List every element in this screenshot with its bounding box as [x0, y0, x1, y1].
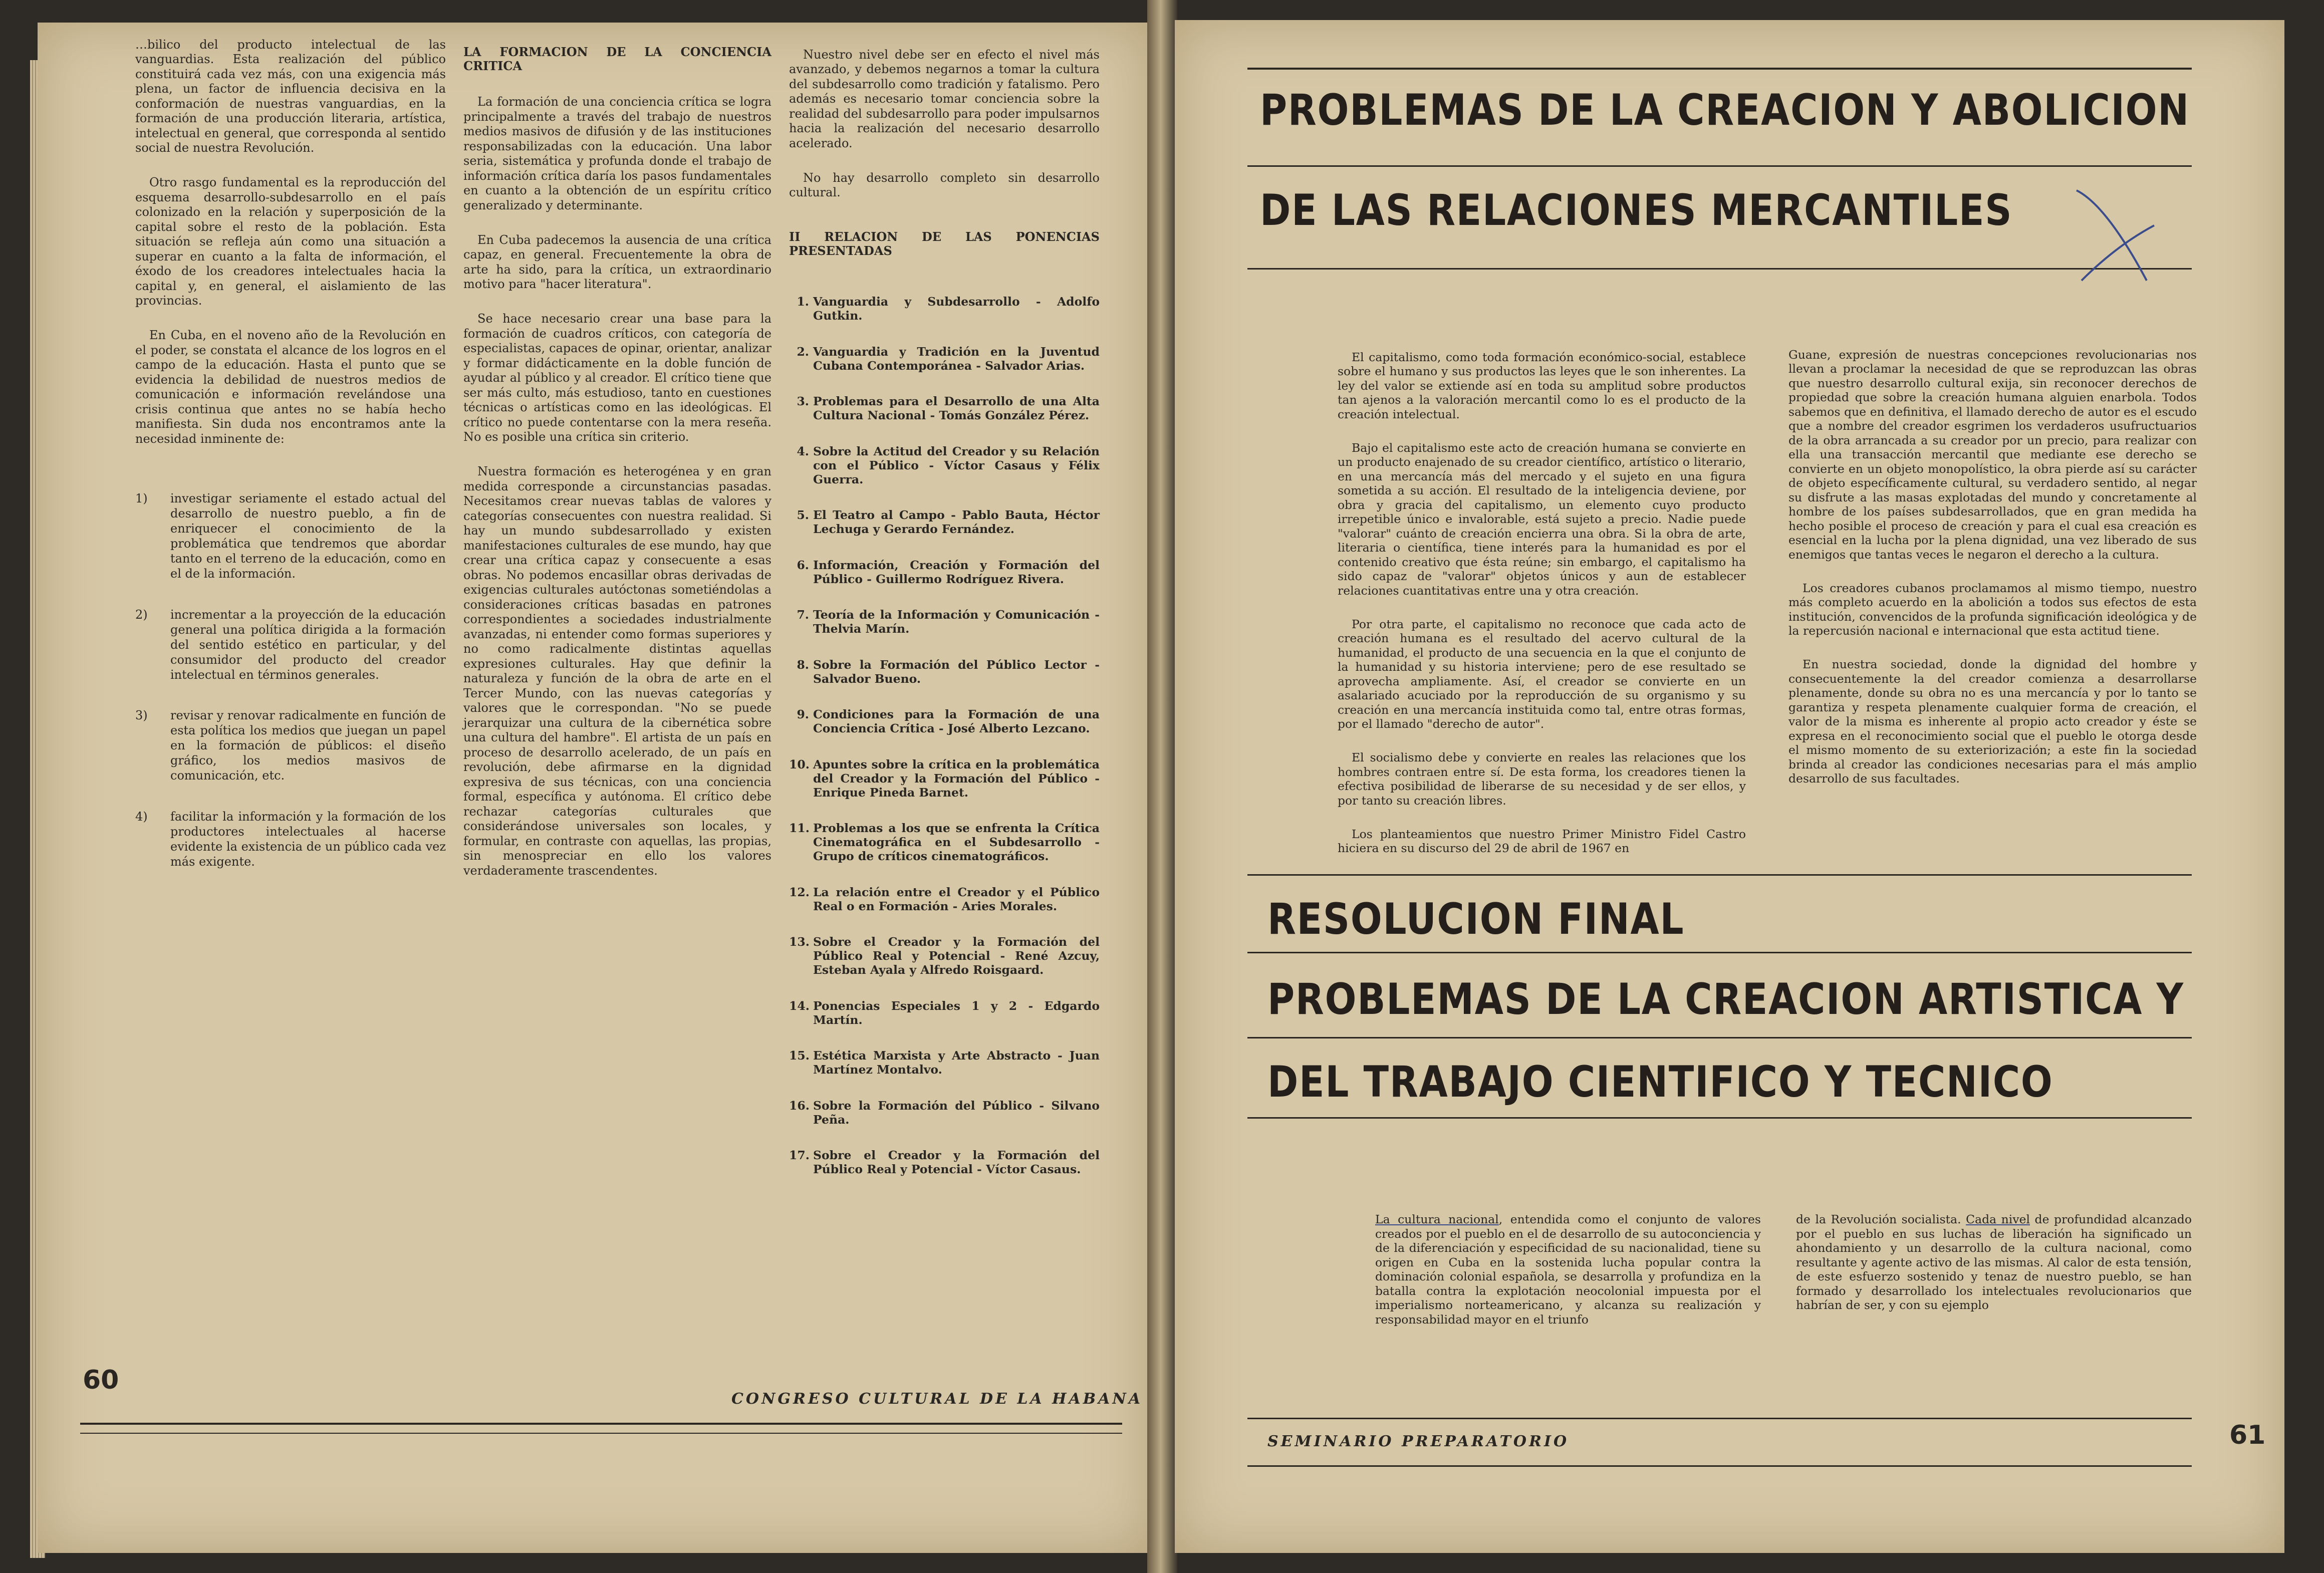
- paragraph: Bajo el capitalismo este acto de creación humana se convierte en un producto enajenado de su creador científico, artístico o literario, en una mercancía más del mercado y el sujeto en una figura sometida a su acción. El resultado de la inteligencia deviene, por obra y gracia del capitalismo, un elemento cuyo producto irrepetible único e invalorable, está sujeto a precio. Nadie puede "valorar" cuánto de creación encierra una obra. Si la obra de arte, literaria o científica, tiene interés para la humanidad es por el contenido creativo que ésta reúne; sin embargo, el capitalismo ha sido capaz de "valorar" objetos únicos y aun de establecer relaciones cuantitativas entre una y otra creación.: [1338, 440, 1746, 598]
- list-item: 15. Estética Marxista y Arte Abstracto - Juan Martínez Montalvo.: [789, 1048, 1100, 1077]
- title-2-line-3: DEL TRABAJO CIENTIFICO Y TECNICO: [1267, 1057, 2053, 1107]
- list-item: 3) revisar y renovar radicalmente en función de esta política los medios que juegan un papel en la formación de públicos: el diseño gráfico, los medios masivos de comunicación, etc.: [135, 708, 446, 782]
- footer-title-right: SEMINARIO PREPARATORIO: [1267, 1433, 1570, 1450]
- list-item: 17. Sobre el Creador y la Formación del Público Real y Potencial - Víctor Casaus.: [789, 1148, 1100, 1176]
- title-rule: [1247, 165, 2192, 167]
- handwritten-x-mark: [2061, 160, 2157, 291]
- title-rule: [1247, 68, 2192, 70]
- paragraph: En Cuba padecemos la ausencia de una crítica capaz, en general. Frecuentemente la obra de arte ha sido, para la crítica, un extraordinario motivo para "hacer literatura".: [463, 232, 771, 291]
- paragraph: Los creadores cubanos proclamamos al mismo tiempo, nuestro más completo acuerdo en la abolición a todos sus efectos de esta institución, convencidos de la profunda significación ideológica y de la repercusión nacional e internacional que esta actitud tiene.: [1788, 581, 2197, 638]
- list-item: 4) facilitar la información y la formación de los productores intelectuales al hacerse evidente la existencia de un público cada vez más exigente.: [135, 809, 446, 869]
- section-heading: LA FORMACION DE LA CONCIENCIA CRITICA: [463, 44, 771, 73]
- left-page: [38, 23, 1150, 1553]
- list-item: 2. Vanguardia y Tradición en la Juventud Cubana Contemporánea - Salvador Arias.: [797, 344, 1100, 373]
- paragraph: En Cuba, en el noveno año de la Revolución en el poder, se constata el alcance de los logros en el campo de la educación. Hasta el punto que se evidencia la debilidad de nuestros medios de comunicación e información revelándose una crisis continua que antes no se había hecho manifiesta. Sin duda nos encontramos ante la necesidad inminente de:: [135, 328, 446, 446]
- list-item: 1) investigar seriamente el estado actual del desarrollo de nuestro pueblo, a fin de enriquecer el conocimiento de la problemática que tendremos que abordar tanto en el terreno de la educación, como en el de la información.: [135, 491, 446, 581]
- paragraph: Nuestra formación es heterogénea y en gran medida corresponde a circunstancias pasadas. Necesitamos crear nuevas tablas de valores y categorías consecuentes con nuestra realidad. Si hay un mundo subdesarrollado y existen manifestaciones culturales de ese mundo, hay que crear una crítica capaz y consecuente a esas obras. No podemos encasillar obras derivadas de exigencias culturales autóctonas sometiéndolas a consideraciones críticas basadas en patrones correspondientes a sociedades industrialmente avanzadas, ni entender como formas superiores y no como radicalmente distintas aquellas expresiones culturales. Hay que definir la naturaleza y función de la obra de arte en el Tercer Mundo, con las nuevas categorías y valores que le correspondan. "No se puede jerarquizar una cultura de la cibernética sobre una cultura del hambre". El artista de un país en proceso de desarrollo acelerado, de un país en revolución, debe afirmarse en la dignidad expresiva de sus técnicas, con una conciencia formal, específica y autónoma. El crítico debe rechazar categorías culturales que considerándose universales son locales, y formular, en contraste con aquellas, las propias, sin menospreciar en ello los valores verdaderamente trascendentes.: [463, 464, 771, 878]
- left-column-1: [135, 23, 446, 910]
- ponencias-list: [789, 280, 1100, 1198]
- paragraph: La formación de una conciencia crítica se logra principalmente a través del trabajo de nuestros medios masivos de difusión y de las instituciones responsabilizadas con la educación. Una labor seria, sistemática y profunda donde el trabajo de información crítica daría los pasos fundamentales en cuanto a la obtención de un espíritu crítico generalizado y determinante.: [463, 95, 771, 212]
- title-rule: [1247, 874, 2192, 876]
- list-item: 14. Ponencias Especiales 1 y 2 - Edgardo Martín.: [789, 998, 1100, 1027]
- section-2-column-1: La cultura nacional, entendida como el conjunto de valores creados por el pueblo en el de desarrollo de su autoconciencia y de la diferenciación y especificidad de su nacionalidad, tiene su origen en Cuba en la sostenida lucha popular contra la dominación colonial española, se desarrolla y profundiza en la batalla contra la explotación neocolonial impuesta por el imperialismo norteamericano, y alcanza su realización y responsabilidad mayor en el triunfo: [1375, 1212, 1761, 1327]
- paragraph: Se hace necesario crear una base para la formación de cuadros críticos, con categoría de especialistas, capaces de opinar, orientar, analizar y formar didácticamente en la doble función de ayudar al público y al creador. El crítico tiene que ser más culto, más estudioso, tanto en cuestiones técnicas o artísticas como en las ideológicas. El crítico no puede contentarse con la mera reseña. No es posible una crítica sin criterio.: [463, 312, 771, 444]
- title-rule: [1247, 1037, 2192, 1038]
- list-item: 1. Vanguardia y Subdesarrollo - Adolfo Gutkin.: [797, 295, 1100, 323]
- title-rule: [1247, 1117, 2192, 1119]
- underlined-phrase: La cultura nacional: [1375, 1212, 1499, 1226]
- section-heading: II RELACION DE LAS PONENCIAS PRESENTADAS: [789, 229, 1100, 258]
- list-item: 9. Condiciones para la Formación de una Conciencia Crítica - José Alberto Lezcano.: [797, 707, 1100, 735]
- list-item: 3. Problemas para el Desarrollo de una Alta Cultura Nacional - Tomás González Pérez.: [797, 394, 1100, 422]
- page-number-right: 61: [2229, 1420, 2266, 1450]
- list-item: 12. La relación entre el Creador y el Público Real o en Formación - Aries Morales.: [789, 885, 1100, 913]
- section-2-column-2: de la Revolución socialista. Cada nivel de profundidad alcanzado por el pueblo en sus luchas de liberación ha significado un ahondamiento y un desarrollo de la cultura nacional, como resultante y agente activo de las mismas. Al calor de esta tensión, de este esfuerzo sostenido y tenaz de nuestro pueblo, se han formado y desarrollado los intelectuales revolucionarios que habrían de ser, y con su ejemplo: [1796, 1212, 2192, 1312]
- section-1-column-1: [1338, 336, 1746, 875]
- title-2-line-1: RESOLUCION FINAL: [1267, 894, 1685, 944]
- paragraph: …bilico del producto intelectual de las vanguardias. Esta realización del público constituirá cada vez más, con una exigencia más plena, un factor de influencia decisiva en la conformación de nuestras vanguardias, en la formación de una producción literaria, artística, intelectual en general, que corresponda al sentido social de nuestra Revolución.: [135, 37, 446, 155]
- list-item: 5. El Teatro al Campo - Pablo Bauta, Héctor Lechuga y Gerardo Fernández.: [797, 508, 1100, 536]
- title-2-line-2: PROBLEMAS DE LA CREACION ARTISTICA Y: [1267, 974, 2184, 1024]
- title-rule: [1247, 952, 2192, 953]
- list-item: 6. Información, Creación y Formación del Público - Guillermo Rodríguez Rivera.: [797, 558, 1100, 586]
- title-1-line-2: DE LAS RELACIONES MERCANTILES: [1260, 185, 2013, 235]
- paragraph: Los planteamientos que nuestro Primer Ministro Fidel Castro hiciera en su discurso del 29 de abril de 1967 en: [1338, 827, 1746, 855]
- book-spine: [1147, 0, 1177, 1573]
- section-1-column-2: [1788, 333, 2197, 805]
- paragraph: No hay desarrollo completo sin desarrollo cultural.: [789, 170, 1100, 199]
- needs-list: [135, 476, 446, 895]
- list-item: 13. Sobre el Creador y la Formación del Público Real y Potencial - René Azcuy, Esteban Ayala y Alfredo Roisgaard.: [789, 935, 1100, 977]
- paragraph: Por otra parte, el capitalismo no reconoce que cada acto de creación humana es el resultado del acervo cultural de la humanidad, el producto de una secuencia en la que el conjunto de la humanidad y su historia interviene; pero de ese resultado se aprovecha ampliamente. Así, el creador se convierte en un asalariado acuciado por la reproducción de su organismo y su creación en una mercancía instituida como tal, entre otras formas, por el llamado "derecho de autor".: [1338, 617, 1746, 731]
- footer-rule-top: [1247, 1418, 2192, 1419]
- paragraph: En nuestra sociedad, donde la dignidad del hombre y consecuentemente la del creador comienza a desarrollarse plenamente, donde su obra no es una mercancía y por lo tanto se garantiza y respeta plenamente cualquier forma de creación, el valor de la misma es inherente al propio acto creador y éste se expresa en el reconocimiento social que el pueblo le otorga desde el mismo momento de su exteriorización; a este fin la sociedad brinda al creador las condiciones necesarias para el más amplio desarrollo de sus facultades.: [1788, 657, 2197, 785]
- paragraph: El socialismo debe y convierte en reales las relaciones que los hombres contraen entre sí. De esta forma, los creadores tienen la efectiva posibilidad de liberarse de su necesidad y de ser ellos, y por tanto su creación libres.: [1338, 750, 1746, 808]
- list-item: 2) incrementar a la proyección de la educación general una política dirigida a la formación del sentido estético en particular, y del consumidor del producto del creador intelectual en términos generales.: [135, 607, 446, 682]
- page-number-left: 60: [83, 1365, 119, 1395]
- left-column-2: [463, 30, 771, 898]
- list-item: 16. Sobre la Formación del Público - Silvano Peña.: [789, 1098, 1100, 1127]
- underlined-phrase: Cada nivel: [1966, 1212, 2030, 1226]
- paragraph: Otro rasgo fundamental es la reproducción del esquema desarrollo-subdesarrollo en el país colonizado en la relación y superposición de la capital sobre el resto de la población. Esta situación se refleja aún como una situación a superar en cuanto a la falta de información, el éxodo de los creadores intelectuales hacia la capital y, en general, el aislamiento de las provincias.: [135, 175, 446, 308]
- title-rule: [1247, 268, 2192, 270]
- left-column-3: [789, 33, 1100, 1213]
- footer-rule-top: [80, 1423, 1122, 1425]
- footer-rule-bottom: [80, 1433, 1122, 1434]
- paragraph: El capitalismo, como toda formación económico-social, establece sobre el humano y sus productos las leyes que le son inherentes. La ley del valor se extiende así en toda su amplitud sobre productos tan ajenos a la valoración mercantil como lo es el producto de la creación intelectual.: [1338, 350, 1746, 421]
- paragraph: Nuestro nivel debe ser en efecto el nivel más avanzado, y debemos negarnos a tomar la cultura del subdesarrollo como tradición y fatalismo. Pero además es necesario tomar conciencia sobre la realidad del subdesarrollo para poder impulsarnos hacia la realización del necesario desarrollo acelerado.: [789, 47, 1100, 150]
- list-item: 8. Sobre la Formación del Público Lector - Salvador Bueno.: [797, 657, 1100, 686]
- title-1-line-1: PROBLEMAS DE LA CREACION Y ABOLICION: [1260, 85, 2190, 135]
- right-page: [1175, 20, 2284, 1553]
- list-item: 4. Sobre la Actitud del Creador y su Relación con el Público - Víctor Casaus y Félix Guerra.: [797, 444, 1100, 486]
- list-item: 11. Problemas a los que se enfrenta la Crítica Cinematográfica en el Subdesarrollo - Grupo de críticos cinematográficos.: [789, 821, 1100, 863]
- list-item: 10. Apuntes sobre la crítica en la problemática del Creador y la Formación del Público - Enrique Pineda Barnet.: [789, 757, 1100, 800]
- list-item: 7. Teoría de la Información y Comunicación - Thelvia Marín.: [797, 608, 1100, 636]
- paragraph: Guane, expresión de nuestras concepciones revolucionarias nos llevan a proclamar la necesidad de que se reproduzcan las obras que nuestro desarrollo cultural exija, sin reconocer derechos de propiedad que sobre la creación humana alguien enarbola. Todos sabemos que en definitiva, el llamado derecho de autor es el escudo que a nombre del creador esgrimen los verdaderos usufructuarios de la obra arrancada a su creador por un precio, para realizar con ella una transacción mercantil que mediante ese derecho se convierte en un objeto monopolístico, la obra pierde así su carácter de objeto específicamente cultural, su verdadero sentido, al negar su disfrute a las masas explotadas del mundo y concretamente al hombre de los países subdesarrollados, que en gran medida ha hecho posible el proceso de creación y para el cual esa creación es esencial en la lucha por la plena dignidad, una vez liberado de sus enemigos que tantas veces le negaron el derecho a la cultura.: [1788, 347, 2197, 562]
- footer-title-left: CONGRESO CULTURAL DE LA HABANA: [731, 1390, 1143, 1408]
- footer-rule-bottom: [1247, 1465, 2192, 1467]
